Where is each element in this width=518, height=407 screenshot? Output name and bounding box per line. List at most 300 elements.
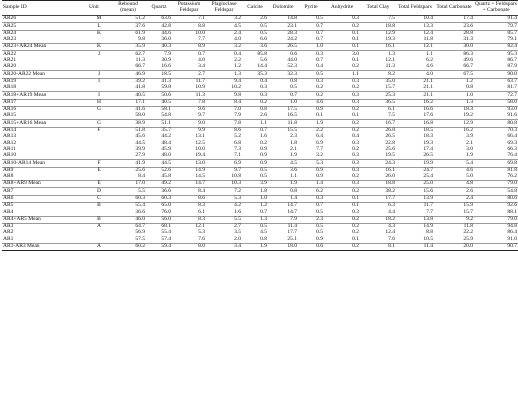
value-cell: 3.4	[206, 243, 242, 250]
value-cell: 0.6	[268, 51, 298, 58]
value-cell: 7.9	[234, 112, 241, 119]
value-cell: 0.2	[260, 139, 267, 146]
value-cell: 0.4	[316, 63, 323, 70]
value-cell: 30.0	[434, 44, 474, 51]
sample-id-cell: AR16	[2, 106, 88, 113]
value-cell: 0.7	[298, 203, 324, 210]
sample-id-cell: AR20-AR22 Mean	[2, 71, 88, 78]
unit-cell: H	[88, 99, 110, 106]
value-cell: 3.4	[198, 63, 205, 70]
value-cell: 60.3	[146, 195, 172, 202]
value-cell: 2.1	[466, 139, 473, 146]
value-cell: 5.5	[206, 216, 242, 223]
value-cell: 13.3	[396, 23, 434, 30]
value-cell: 4.6	[298, 99, 324, 106]
value-cell: 17.6	[423, 112, 433, 119]
column-header: Total Carbonate	[434, 1, 474, 16]
value-cell: 45.6	[135, 133, 145, 140]
value-cell: 3.6	[268, 167, 298, 174]
value-cell: 54.8	[161, 112, 171, 119]
table-row	[2, 181, 518, 188]
value-cell: 58.0	[474, 99, 518, 106]
value-cell: 15.5	[268, 127, 298, 134]
value-cell: 1.1	[324, 71, 360, 78]
value-cell: 12.1	[172, 223, 206, 230]
value-cell: 5.4	[434, 160, 474, 167]
value-cell: 19.4	[195, 152, 205, 159]
value-cell: 11.7	[396, 203, 434, 210]
value-cell: 1.8	[290, 139, 297, 146]
sample-id-cell: AR5	[2, 203, 88, 210]
value-cell: 36.6	[135, 208, 145, 215]
value-cell: 0.1	[352, 235, 359, 242]
value-cell: 8.8	[426, 229, 433, 236]
value-cell: 16.1	[360, 167, 396, 174]
value-cell: 48.4	[161, 139, 171, 146]
value-cell: 65.0	[146, 203, 172, 210]
value-cell: 79.1	[507, 36, 517, 43]
value-cell: 40.3	[146, 44, 172, 51]
value-cell: 48.0	[161, 152, 171, 159]
value-cell: 0.5	[242, 30, 268, 37]
value-cell: 24.2	[287, 36, 297, 43]
unit-cell: F	[88, 127, 110, 134]
value-cell: 2.2	[234, 57, 241, 64]
value-cell: 57.4	[161, 235, 171, 242]
value-cell: 18.8	[360, 23, 396, 30]
value-cell: 70.3	[474, 127, 518, 134]
sample-id-cell: AR14	[2, 127, 88, 134]
sample-id-cell: AR4	[3, 208, 14, 215]
table-row	[2, 153, 518, 160]
value-cell: 82.4	[474, 44, 518, 51]
value-cell: 3.0	[324, 51, 360, 58]
value-cell: 0.2	[242, 99, 268, 106]
value-cell: 0.1	[352, 36, 359, 43]
value-cell: 25.3	[360, 92, 396, 99]
unit-cell: M	[96, 15, 102, 22]
value-cell: 0.5	[242, 167, 268, 174]
unit-cell: I	[88, 92, 110, 99]
value-cell: 1.9	[298, 120, 324, 127]
table-row	[2, 44, 518, 51]
value-cell: 0.2	[316, 84, 323, 91]
value-cell: 4.0	[396, 71, 434, 78]
value-cell: 7.8	[172, 99, 206, 106]
value-cell: 14.5	[195, 173, 205, 180]
value-cell: 4.0	[234, 36, 241, 43]
value-cell: 1.0	[298, 44, 324, 51]
value-cell: 2.2	[298, 127, 324, 134]
value-cell: 0.8	[466, 84, 473, 91]
value-cell: 0.9	[260, 152, 267, 159]
value-cell: 0.7	[268, 92, 298, 99]
value-cell: 66.4	[507, 133, 517, 140]
unit-cell: B	[88, 203, 110, 210]
unit-cell: K	[88, 44, 110, 51]
value-cell: 16.2	[434, 127, 474, 134]
value-cell: 0.7	[172, 51, 206, 58]
value-cell: 16.2	[396, 99, 434, 106]
value-cell: 22.2	[463, 229, 473, 236]
value-cell: 40.5	[146, 99, 172, 106]
column-header: Potassium Feldspar	[172, 1, 206, 16]
value-cell: 44.0	[287, 57, 297, 64]
value-cell: 8.2	[360, 71, 396, 78]
value-cell: 79.0	[474, 181, 518, 188]
value-cell: 44.5	[135, 139, 145, 146]
value-cell: 8.1	[360, 243, 396, 250]
value-cell: 91.6	[507, 112, 517, 119]
value-cell: 6.2	[426, 57, 433, 64]
value-cell: 5.5	[110, 188, 146, 195]
value-cell: 0.3	[324, 78, 360, 85]
unit-cell	[88, 153, 110, 160]
value-cell: 0.1	[324, 44, 360, 51]
value-cell: 6.9	[206, 160, 242, 167]
value-cell: 72.7	[474, 92, 518, 99]
sample-id-cell: AR20	[3, 63, 17, 70]
value-cell: 26.0	[385, 173, 395, 180]
value-cell: 92.6	[474, 203, 518, 210]
unit-cell: F	[88, 160, 110, 167]
value-cell: 7.7	[316, 145, 323, 152]
unit-cell: A	[88, 223, 110, 230]
value-cell: 85.7	[474, 30, 518, 37]
value-cell: 21.1	[396, 92, 434, 99]
table-row	[2, 85, 518, 92]
sample-id-cell: AR23+AR24 Mean	[2, 44, 88, 51]
value-cell: 15.7	[385, 84, 395, 91]
value-cell: 58.0	[135, 112, 145, 119]
value-cell: 7.1	[234, 152, 241, 159]
value-cell: 50.6	[146, 92, 172, 99]
value-cell: 90.0	[474, 71, 518, 78]
sample-id-cell: AR18	[3, 84, 17, 91]
value-cell: 55.4	[161, 229, 171, 236]
value-cell: 0.8	[268, 78, 298, 85]
value-cell: 52.3	[287, 63, 297, 70]
value-cell: 8.0	[172, 243, 206, 250]
value-cell: 45.8	[161, 173, 171, 180]
value-cell: 2.1	[290, 145, 297, 152]
column-header: Unit	[88, 1, 110, 16]
value-cell: 15.6	[396, 188, 434, 195]
value-cell: 79.0	[474, 216, 518, 223]
value-cell: 0.2	[324, 243, 360, 250]
value-cell: 23.6	[434, 23, 474, 30]
value-cell: 41.9	[110, 160, 146, 167]
value-cell: 5.0	[466, 173, 473, 180]
value-cell: 1.9	[268, 181, 298, 188]
value-cell: 4.3	[360, 223, 396, 230]
value-cell: 8.3	[172, 216, 206, 223]
table-row	[2, 113, 518, 120]
value-cell: 14.7	[268, 203, 298, 210]
value-cell: 51.8	[110, 127, 146, 134]
value-cell: 0.9	[316, 235, 323, 242]
value-cell: 1.0	[434, 92, 474, 99]
value-cell: 0.4	[242, 78, 268, 85]
value-cell: 2.4	[434, 195, 474, 202]
value-cell: 58.1	[146, 106, 172, 113]
column-header: Dolomite	[268, 1, 298, 16]
value-cell: 76.4	[507, 152, 517, 159]
value-cell: 36.6	[146, 188, 172, 195]
value-cell: 4.0	[198, 57, 205, 64]
value-cell: 22.8	[385, 139, 395, 146]
sample-id-cell: AR21	[3, 57, 17, 64]
value-cell: 4.5	[260, 229, 267, 236]
value-cell: 0.1	[316, 112, 323, 119]
value-cell: 86.4	[507, 229, 517, 236]
column-header: Total Feldspars	[396, 1, 434, 16]
value-cell: 10.5	[423, 235, 433, 242]
value-cell: 6.1	[360, 106, 396, 113]
value-cell: 0.3	[324, 167, 360, 174]
value-cell: 13.9	[396, 195, 434, 202]
value-cell: 52.6	[146, 167, 172, 174]
value-cell: 12.4	[385, 229, 395, 236]
value-cell: 18.3	[423, 133, 433, 140]
value-cell: 7.5	[388, 112, 395, 119]
value-cell: 3.0	[466, 145, 473, 152]
value-cell: 11.3	[385, 63, 395, 70]
value-cell: 12.1	[385, 57, 395, 64]
value-cell: 9.2	[434, 216, 474, 223]
value-cell: 0.3	[324, 160, 360, 167]
value-cell: 4.6	[434, 167, 474, 174]
value-cell: 11.4	[396, 243, 434, 250]
value-cell: 44.2	[161, 133, 171, 140]
value-cell: 69.8	[474, 160, 518, 167]
value-cell: 85.8	[242, 51, 268, 58]
value-cell: 12.1	[396, 44, 434, 51]
unit-cell: J	[88, 71, 110, 78]
value-cell: 80.6	[474, 195, 518, 202]
value-cell: 5.3	[298, 160, 324, 167]
value-cell: 16.6	[161, 63, 171, 70]
value-cell: 66.7	[135, 63, 145, 70]
value-cell: 10.8	[231, 173, 241, 180]
value-cell: 0.2	[352, 229, 359, 236]
value-cell: 35.7	[146, 127, 172, 134]
sample-id-cell: AR7	[2, 188, 88, 195]
table-row	[2, 64, 518, 71]
value-cell: 1.2	[242, 203, 268, 210]
value-cell: 1.6	[234, 208, 241, 215]
value-cell: 4.4	[388, 208, 395, 215]
value-cell: 0.3	[324, 99, 360, 106]
value-cell: 21.1	[423, 84, 433, 91]
value-cell: 0.2	[324, 120, 360, 127]
value-cell: 27.9	[135, 152, 145, 159]
value-cell: 7.1	[198, 15, 205, 22]
sample-id-cell: AR10	[3, 152, 17, 159]
value-cell: 3.9	[466, 133, 473, 140]
value-cell: 14.8	[287, 15, 297, 22]
value-cell: 10.2	[231, 84, 241, 91]
value-cell: 0.2	[352, 63, 359, 70]
value-cell: 2.4	[206, 30, 242, 37]
value-cell: 7.9	[146, 51, 172, 58]
column-header: Calcite	[242, 1, 268, 16]
value-cell: 0.9	[242, 160, 268, 167]
column-header: Pyrite	[298, 1, 324, 16]
value-cell: 57.5	[135, 235, 145, 242]
value-cell: 51.2	[135, 15, 145, 22]
value-cell: 24.3	[360, 160, 396, 167]
value-cell: 42.8	[146, 23, 172, 30]
value-cell: 1.2	[434, 78, 474, 85]
value-cell: 0.2	[324, 223, 360, 230]
value-cell: 0.3	[298, 78, 324, 85]
value-cell: 0.8	[242, 106, 268, 113]
value-cell: 7.2	[206, 188, 242, 195]
value-cell: 0.9	[298, 167, 324, 174]
value-cell: 1.3	[206, 71, 242, 78]
sample-id-cell: AR15+AR16 Mean	[2, 120, 88, 127]
column-header: Sample ID	[2, 1, 88, 16]
value-cell: 39.2	[110, 78, 146, 85]
unit-cell	[88, 64, 110, 71]
value-cell: 17.7	[287, 229, 297, 236]
column-header: Anhydrite	[324, 1, 360, 16]
value-cell: 1.9	[466, 152, 473, 159]
value-cell: 6.8	[234, 139, 241, 146]
value-cell: 0.7	[298, 23, 324, 30]
value-cell: 4.5	[206, 23, 242, 30]
value-cell: 2.3	[298, 216, 324, 223]
sample-id-cell: AR1	[3, 235, 14, 242]
value-cell: 51.1	[146, 120, 172, 127]
value-cell: 0.2	[324, 216, 360, 223]
value-cell: 19.3	[385, 36, 395, 43]
value-cell: 1.1	[396, 51, 434, 58]
value-cell: 5.3	[198, 229, 205, 236]
value-cell: 17.4	[463, 15, 473, 22]
value-cell: 8.3	[172, 203, 206, 210]
value-cell: 36.0	[161, 36, 171, 43]
value-cell: 26.8	[360, 127, 396, 134]
value-cell: 1.3	[360, 51, 396, 58]
value-cell: 1.3	[242, 216, 268, 223]
value-cell: 35.0	[360, 78, 396, 85]
value-cell: 8.4	[138, 173, 145, 180]
unit-cell: G	[88, 120, 110, 127]
value-cell: 9.6	[172, 106, 206, 113]
unit-cell: E	[88, 167, 110, 174]
value-cell: 76.0	[161, 208, 171, 215]
value-cell: 19.2	[463, 112, 473, 119]
value-cell: 10.4	[423, 15, 433, 22]
sample-id-cell: AR24	[2, 30, 88, 37]
value-cell: 1.9	[242, 243, 268, 250]
value-cell: 6.6	[260, 36, 267, 43]
value-cell: 76.2	[507, 173, 517, 180]
value-cell: 9.7	[206, 167, 242, 174]
value-cell: 1.3	[434, 99, 474, 106]
value-cell: 3.6	[242, 44, 268, 51]
value-cell: 7.7	[198, 36, 205, 43]
value-cell: 18.5	[396, 127, 434, 134]
value-cell: 0.2	[324, 106, 360, 113]
sample-id-cell: AR26	[3, 15, 17, 22]
value-cell: 0.2	[352, 145, 359, 152]
value-cell: 25.0	[396, 181, 434, 188]
value-cell: 14.9	[396, 223, 434, 230]
value-cell: 11.8	[423, 36, 433, 43]
value-cell: 16.6	[396, 106, 434, 113]
sample-id-cell: AR25	[2, 23, 88, 30]
value-cell: 0.5	[242, 23, 268, 30]
value-cell: 64.7	[110, 223, 146, 230]
value-cell: 0.3	[352, 152, 359, 159]
value-cell: 14.7	[287, 208, 297, 215]
value-cell: 61.9	[110, 30, 146, 37]
value-cell: 0.5	[298, 71, 324, 78]
value-cell: 9.7	[198, 112, 205, 119]
value-cell: 0.3	[352, 208, 359, 215]
value-cell: 0.3	[352, 139, 359, 146]
value-cell: 8.4	[172, 188, 206, 195]
table-row	[2, 23, 518, 30]
mineralogy-table	[2, 0, 518, 251]
value-cell: 18.5	[146, 71, 172, 78]
value-cell: 7.9	[268, 216, 298, 223]
value-cell: 2.6	[434, 188, 474, 195]
unit-cell: E	[88, 181, 110, 188]
value-cell: 13.8	[396, 216, 434, 223]
value-cell: 86.7	[507, 57, 517, 64]
value-cell: 6.1	[198, 208, 205, 215]
value-cell: 55.4	[110, 203, 146, 210]
value-cell: 56.9	[135, 229, 145, 236]
sample-id-cell: AR10-AR14 Mean	[2, 160, 88, 167]
value-cell: 13.1	[195, 133, 205, 140]
value-cell: 60.3	[110, 195, 146, 202]
unit-cell	[88, 113, 110, 120]
value-cell: 19.9	[396, 160, 434, 167]
value-cell: 0.2	[298, 92, 324, 99]
sample-id-cell: AR2	[3, 229, 14, 236]
value-cell: 26.5	[423, 152, 433, 159]
value-cell: 26.5	[268, 44, 298, 51]
unit-cell: K	[88, 30, 110, 37]
value-cell: 15.7	[463, 208, 473, 215]
value-cell: 18.3	[434, 106, 474, 113]
sample-id-cell: AR13	[3, 133, 17, 140]
sample-id-cell: AR8+AR9 Mean	[2, 181, 88, 188]
value-cell: 1.1	[290, 173, 297, 180]
value-cell: 10.9	[195, 84, 205, 91]
value-cell: 18.2	[360, 216, 396, 223]
value-cell: 15.9	[434, 203, 474, 210]
value-cell: 2.6	[260, 112, 267, 119]
value-cell: 16.8	[396, 120, 434, 127]
value-cell: 35.9	[110, 44, 146, 51]
value-cell: 41.3	[146, 78, 172, 85]
value-cell: 0.7	[298, 30, 324, 37]
value-cell: 0.7	[260, 208, 267, 215]
value-cell: 0.3	[298, 195, 324, 202]
value-cell: 2.7	[206, 223, 242, 230]
value-cell: 19.3	[423, 139, 433, 146]
value-cell: 62.7	[110, 51, 146, 58]
unit-cell: A	[88, 243, 110, 250]
value-cell: 6.2	[298, 188, 324, 195]
sample-id-cell: AR4+AR5 Mean	[2, 216, 88, 223]
